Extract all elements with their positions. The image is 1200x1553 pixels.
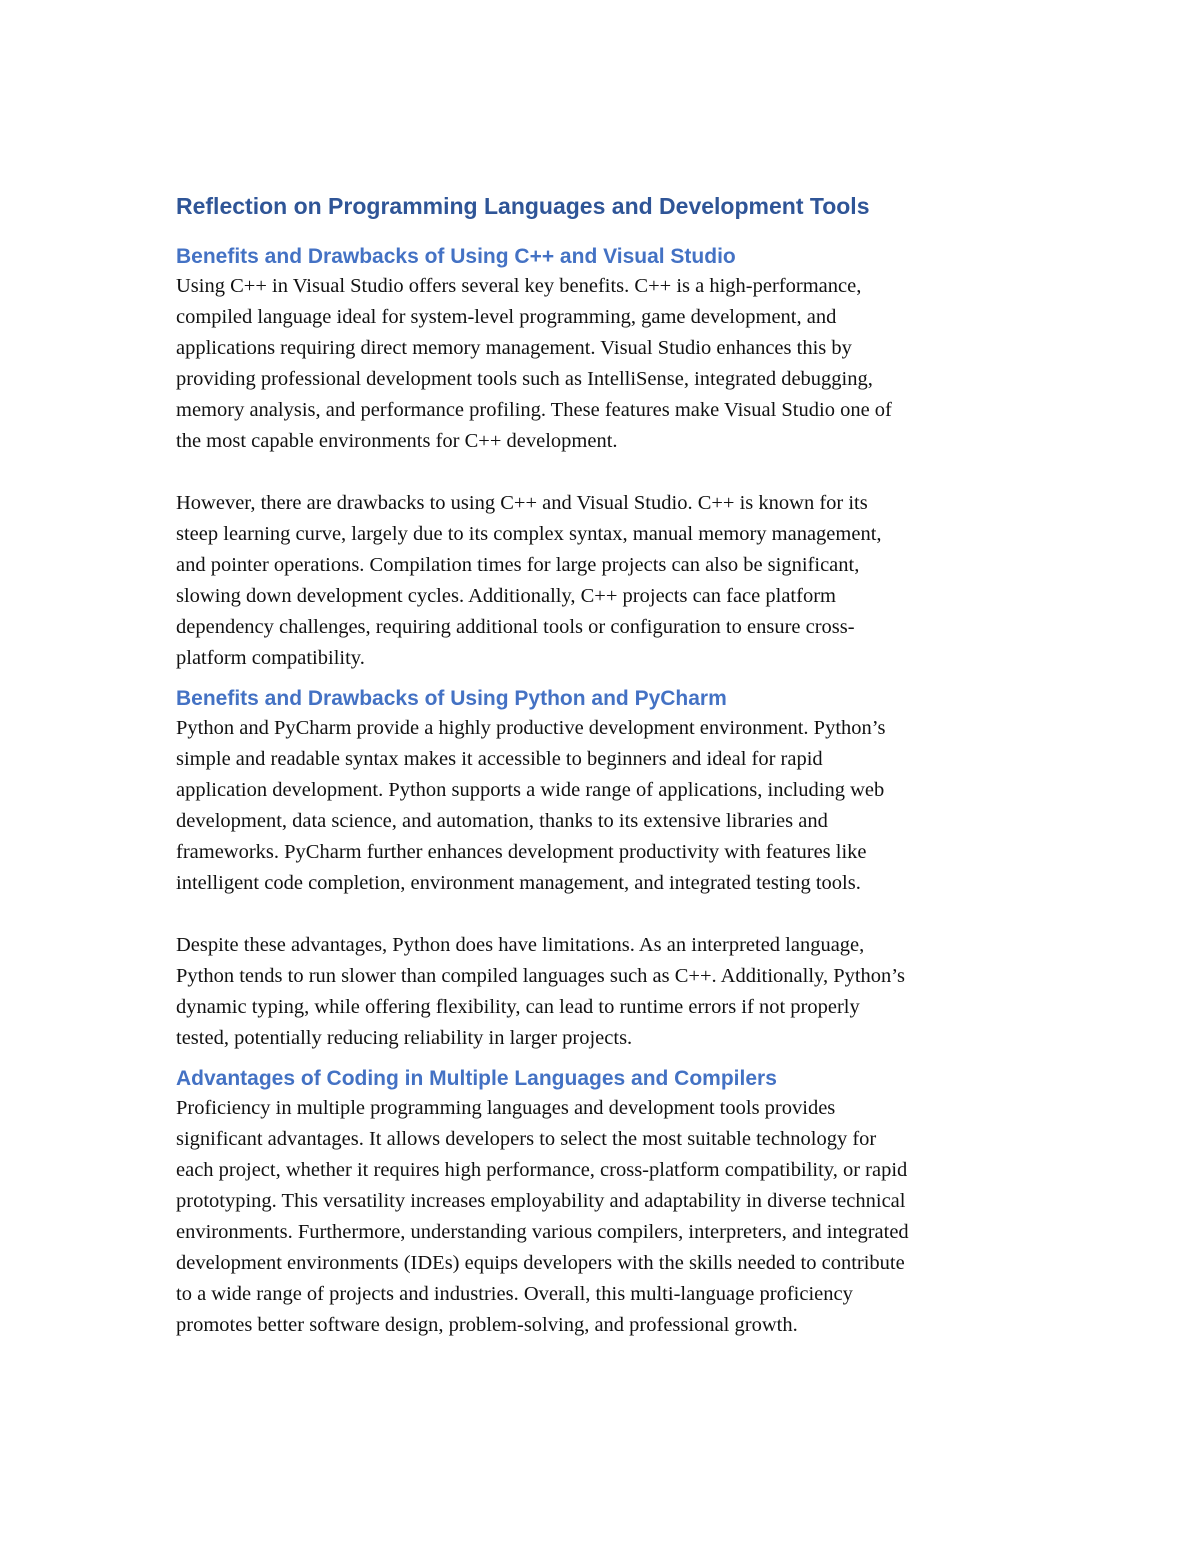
text-line: dependency challenges, requiring additional tools or configuration to ensure cross-	[176, 616, 855, 638]
text-line: tested, potentially reducing reliability in larger projects.	[176, 1027, 633, 1049]
text-line: application development. Python supports a wide range of applications, including web	[176, 779, 885, 801]
paragraph	[176, 271, 1026, 457]
section-heading: Benefits and Drawbacks of Using Python and PyCharm	[176, 687, 727, 710]
text-line: frameworks. PyCharm further enhances development productivity with features like	[176, 841, 867, 863]
text-line: dynamic typing, while offering flexibility, can lead to runtime errors if not properly	[176, 996, 860, 1018]
text-line: applications requiring direct memory management. Visual Studio enhances this by	[176, 337, 852, 359]
section-cpp-visual-studio	[176, 243, 1026, 674]
paragraph	[176, 930, 1026, 1054]
text-line: prototyping. This versatility increases employability and adaptability in diverse technical	[176, 1190, 906, 1212]
text-line: promotes better software design, problem-solving, and professional growth.	[176, 1314, 798, 1336]
document-body	[176, 190, 1026, 1341]
text-line: simple and readable syntax makes it accessible to beginners and ideal for rapid	[176, 748, 823, 770]
paragraph	[176, 713, 1026, 899]
text-line: steep learning curve, largely due to its complex syntax, manual memory management,	[176, 523, 882, 545]
section-python-pycharm	[176, 685, 1026, 1054]
text-line: and pointer operations. Compilation times for large projects can also be significant,	[176, 554, 860, 576]
text-line: Using C++ in Visual Studio offers several key benefits. C++ is a high-performance,	[176, 275, 862, 297]
text-line: intelligent code completion, environment management, and integrated testing tools.	[176, 872, 861, 894]
text-line: each project, whether it requires high performance, cross-platform compatibility, or rapid	[176, 1159, 908, 1181]
text-line: platform compatibility.	[176, 647, 365, 669]
text-line: significant advantages. It allows developers to select the most suitable technology for	[176, 1128, 877, 1150]
text-line: Python and PyCharm provide a highly productive development environment. Python’s	[176, 717, 886, 739]
text-line: to a wide range of projects and industries. Overall, this multi-language proficiency	[176, 1283, 853, 1305]
document-title: Reflection on Programming Languages and Development Tools	[176, 193, 870, 219]
section-heading: Benefits and Drawbacks of Using C++ and Visual Studio	[176, 245, 736, 268]
text-line: Proficiency in multiple programming languages and development tools provides	[176, 1097, 836, 1119]
text-line: Python tends to run slower than compiled languages such as C++. Additionally, Python’s	[176, 965, 905, 987]
text-line: compiled language ideal for system-level programming, game development, and	[176, 306, 837, 328]
text-line: environments. Furthermore, understanding various compilers, interpreters, and integrated	[176, 1221, 909, 1243]
text-line: However, there are drawbacks to using C++ and Visual Studio. C++ is known for its	[176, 492, 868, 514]
section-multiple-languages	[176, 1065, 1026, 1341]
text-line: Despite these advantages, Python does have limitations. As an interpreted language,	[176, 934, 865, 956]
text-line: development, data science, and automation, thanks to its extensive libraries and	[176, 810, 828, 832]
text-line: development environments (IDEs) equips developers with the skills needed to contribute	[176, 1252, 905, 1274]
text-line: memory analysis, and performance profiling. These features make Visual Studio one of	[176, 399, 892, 421]
section-heading: Advantages of Coding in Multiple Languages and Compilers	[176, 1067, 777, 1090]
text-line: the most capable environments for C++ development.	[176, 430, 618, 452]
paragraph	[176, 488, 1026, 674]
text-line: slowing down development cycles. Additionally, C++ projects can face platform	[176, 585, 836, 607]
paragraph	[176, 1093, 1026, 1341]
text-line: providing professional development tools such as IntelliSense, integrated debugging,	[176, 368, 873, 390]
